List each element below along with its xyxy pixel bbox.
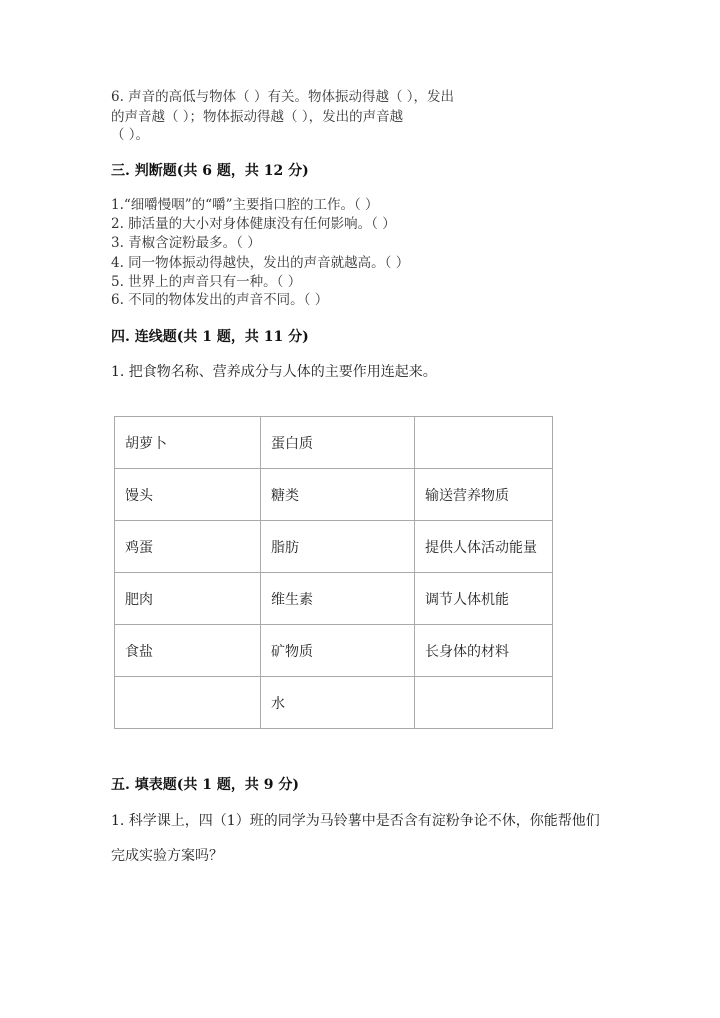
section-4-heading: 四. 连线题(共 1 题，共 11 分) — [111, 329, 309, 345]
fill-table-question-line-1: 1. 科学课上，四（1）班的同学为马铃薯中是否含有淀粉争论不休，你能帮他们 — [111, 813, 600, 829]
judge-item-6: 6. 不同的物体发出的声音不同。（ ） — [111, 292, 329, 308]
section-5-heading: 五. 填表题(共 1 题，共 9 分) — [111, 777, 299, 793]
food-name-cell: 食盐 — [115, 625, 261, 677]
table-row — [115, 625, 553, 677]
nutrient-cell: 维生素 — [261, 573, 415, 625]
q6-fill-line-3: （ ）。 — [111, 127, 150, 143]
judge-item-1: 1.“细嚼慢咽”的“嚼”主要指口腔的工作。（ ） — [111, 197, 379, 213]
table-row — [115, 573, 553, 625]
judge-item-5: 5. 世界上的声音只有一种。（ ） — [111, 274, 302, 290]
table-row — [115, 521, 553, 573]
nutrient-cell: 矿物质 — [261, 625, 415, 677]
nutrient-cell: 脂肪 — [261, 521, 415, 573]
nutrient-cell: 糖类 — [261, 469, 415, 521]
fill-table-question-line-2: 完成实验方案吗？ — [111, 848, 223, 864]
nutrient-cell: 水 — [261, 677, 415, 729]
q6-fill-line-1: 6. 声音的高低与物体（ ）有关。物体振动得越（ ），发出 — [111, 89, 455, 105]
function-cell: 输送营养物质 — [415, 469, 553, 521]
food-name-cell — [115, 677, 261, 729]
matching-table — [114, 416, 553, 729]
function-cell: 调节人体机能 — [415, 573, 553, 625]
nutrient-cell: 蛋白质 — [261, 417, 415, 469]
food-name-cell: 鸡蛋 — [115, 521, 261, 573]
judge-item-4: 4. 同一物体振动得越快，发出的声音就越高。（ ） — [111, 255, 410, 271]
function-cell: 长身体的材料 — [415, 625, 553, 677]
table-row — [115, 417, 553, 469]
section-3-heading: 三. 判断题(共 6 题，共 12 分) — [111, 163, 309, 179]
table-row — [115, 677, 553, 729]
matching-question: 1. 把食物名称、营养成分与人体的主要作用连起来。 — [111, 364, 437, 380]
food-name-cell: 肥肉 — [115, 573, 261, 625]
function-cell — [415, 417, 553, 469]
food-name-cell: 馒头 — [115, 469, 261, 521]
function-cell — [415, 677, 553, 729]
judge-item-3: 3. 青椒含淀粉最多。（ ） — [111, 235, 261, 251]
judge-item-2: 2. 肺活量的大小对身体健康没有任何影响。（ ） — [111, 216, 396, 232]
q6-fill-line-2: 的声音越（ ）；物体振动得越（ ），发出的声音越 — [111, 109, 404, 125]
table-row — [115, 469, 553, 521]
food-name-cell: 胡萝卜 — [115, 417, 261, 469]
function-cell: 提供人体活动能量 — [415, 521, 553, 573]
